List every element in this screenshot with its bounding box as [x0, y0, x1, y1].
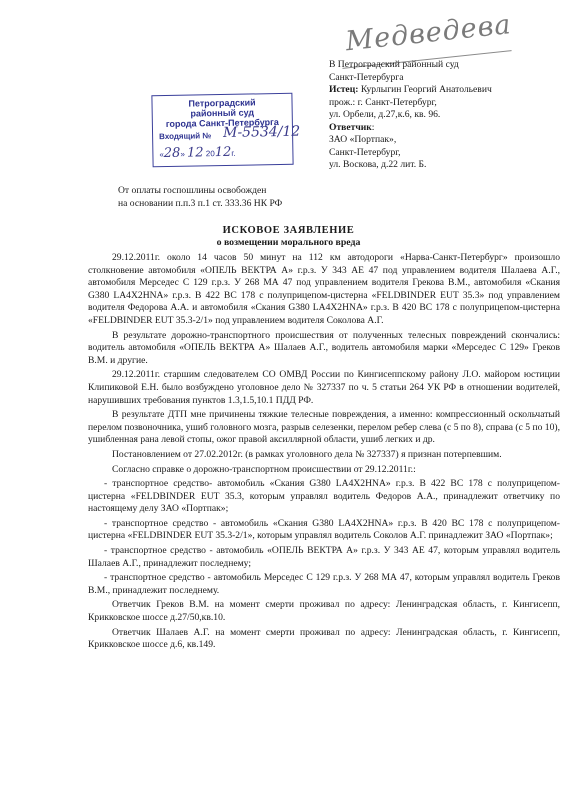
body-paragraph: 29.12.2011г. около 14 часов 50 минут на 112 км автодороги «Нарва-Санкт-Петербург» произошло столкновение автомобиля «ОПЕЛЬ ВЕКТРА А» г.р.з. У 343 АЕ 47 под управлением водителя Шалаева А.Г., автомобиля Мерседес С 129 г.р.з. У 268 МА 47 под управлением водителя Грекова В.М., автомобиля «Скания G380 LA4X2HNA» г.р.з. В 422 ВС 178 с полуприцепом-цистерна «FELDBINDER EUT 35.3» под управлением водителя Федорова А.А. и автомобиля «Скания G380 LA4X2HNA» г.р.з. В 420 ВС 178 с полуприцепом-цистерна «FELDBINDER EUT 35.3-2/1» под управлением водителя Соколова А.Г.: [88, 252, 560, 326]
fee-line-1: От оплаты госпошлины освобожден: [118, 185, 267, 196]
stamp-date-year-hand: 12: [214, 144, 232, 161]
document-body: [88, 252, 560, 654]
defendant-label: Ответчик: [329, 121, 372, 133]
list-item: - транспортное средство - автомобиль «ОПЕЛЬ ВЕКТРА А» г.р.з. У 343 АЕ 47, которым управлял водитель Шалаев А.Г., принадлежит последнему;: [88, 545, 560, 569]
defendant-address-2: ул. Воскова, д.22 лит. Б.: [329, 159, 427, 170]
defendant-address-1: Санкт-Петербург,: [329, 146, 401, 158]
stamp-date-day: 28: [163, 145, 181, 162]
stamp-date-close: »: [180, 149, 185, 159]
court-line-2: Санкт-Петербурга: [329, 71, 404, 83]
stamp-incoming-number: М-5534/12: [222, 123, 301, 141]
plaintiff-address-2: ул. Орбели, д.27,к.6, кв. 96.: [329, 109, 441, 120]
list-item: - транспортное средство - автомобиль «Скания G380 LA4X2HNA» г.р.з. В 420 ВС 178 с полуприцепом-цистерна «FELDBINDER EUT 35.3-2/1», которым управлял водитель Соколов А.Г. принадлежит ЗАО «Портпак»;: [88, 517, 560, 542]
defendant-name: ЗАО «Портпак»,: [329, 134, 397, 145]
body-paragraph: 29.12.2011г. старшим следователем СО ОМВД России по Кингисеппскому району Л.О. майором юстиции Клипиковой Е.Н. было возбуждено уголовное дело № 327337 по ч. 5 статьи 264 УК РФ в отношении водителей, нарушивших требования пунктов 1.3,1.5,10.1 ПДД РФ.: [88, 369, 560, 406]
list-item: - транспортное средство - автомобиль Мерседес С 129 г.р.з. У 268 МА 47, которым управлял водитель Греков В.М., принадлежит последнему.: [88, 572, 560, 596]
stamp-line-2: районный суд: [190, 107, 255, 119]
body-paragraph: В результате дорожно-транспортного происшествия от полученных телесных повреждений скончались: водитель автомобиля «ОПЕЛЬ ВЕКТРА А» Шалаев А.Г., водитель автомобиля марки «Мерседес С 129» Греков В.М. и другие.: [88, 329, 560, 366]
court-stamp: [151, 93, 301, 167]
plaintiff-label: Истец:: [329, 84, 359, 95]
defendant-colon: :: [371, 121, 375, 133]
addressee-block: [329, 59, 569, 172]
plaintiff-line: [329, 84, 569, 97]
stamp-line-1: Петроградский: [188, 97, 256, 109]
body-paragraph: Постановлением от 27.02.2012г. (в рамках уголовного дела № 327337) я признан потерпевшим.: [112, 448, 502, 460]
body-paragraph: Согласно справке о дорожно-транспортном происшествии от 29.12.2011г.:: [112, 463, 416, 475]
document-title: ИСКОВОЕ ЗАЯВЛЕНИЕ: [222, 225, 355, 236]
list-item: - транспортное средство- автомобиль «Скания G380 LA4X2HNA» г.р.з. В 422 ВС 178 с полуприцепом-цистерна «FELDBINDER EUT 35.3, которым управлял водитель Федоров А.А., принадлежит ответчику по настоящему делу ЗАО «Портпак»;: [88, 478, 560, 515]
stamp-date: [159, 145, 235, 161]
fee-line-2: на основании п.п.3 п.1 ст. 333.36 НК РФ: [118, 197, 283, 209]
body-paragraph: Ответчик Греков В.М. на момент смерти проживал по адресу: Ленинградская область, г. Кингисепп, Крикковское шоссе д.27/50,кв.10.: [88, 599, 560, 624]
fee-exemption-note: [118, 185, 282, 210]
stamp-incoming-label: Входящий №: [159, 131, 212, 142]
plaintiff-name: Курлыгин Георгий Анатольевич: [358, 84, 492, 95]
document-subtitle: о возмещении морального вреда: [216, 237, 361, 248]
signature-text: Медведева: [344, 9, 513, 58]
body-paragraph: Ответчик Шалаев А.Г. на момент смерти проживал по адресу: Ленинградская область, г. Кингисепп, Крикковское шоссе д.6, кв.149.: [88, 626, 560, 651]
court-line-1: В Петроградский районный суд: [329, 59, 459, 70]
stamp-date-month: 12: [186, 145, 204, 161]
body-paragraph: В результате ДТП мне причинены тяжкие телесные повреждения, а именно: компрессионный оскольчатый перелом позвоночника, ушиб головного мозга, разрыв селезенки, перелом ребер слева (с 5 по 8), справа (с 5 по 10), ушибленная рана левой стопы, ожог правой аксиллярной области, ушиб легких и др.: [88, 409, 560, 446]
stamp-date-open: «: [159, 150, 164, 160]
stamp-line-3: города Санкт-Петербурга: [165, 117, 279, 129]
defendant-line: [329, 122, 569, 135]
plaintiff-address-1: прож.: г. Санкт-Петербург,: [329, 96, 437, 108]
stamp-date-suffix: г.: [231, 148, 236, 158]
stamp-date-year: 20: [205, 149, 215, 159]
